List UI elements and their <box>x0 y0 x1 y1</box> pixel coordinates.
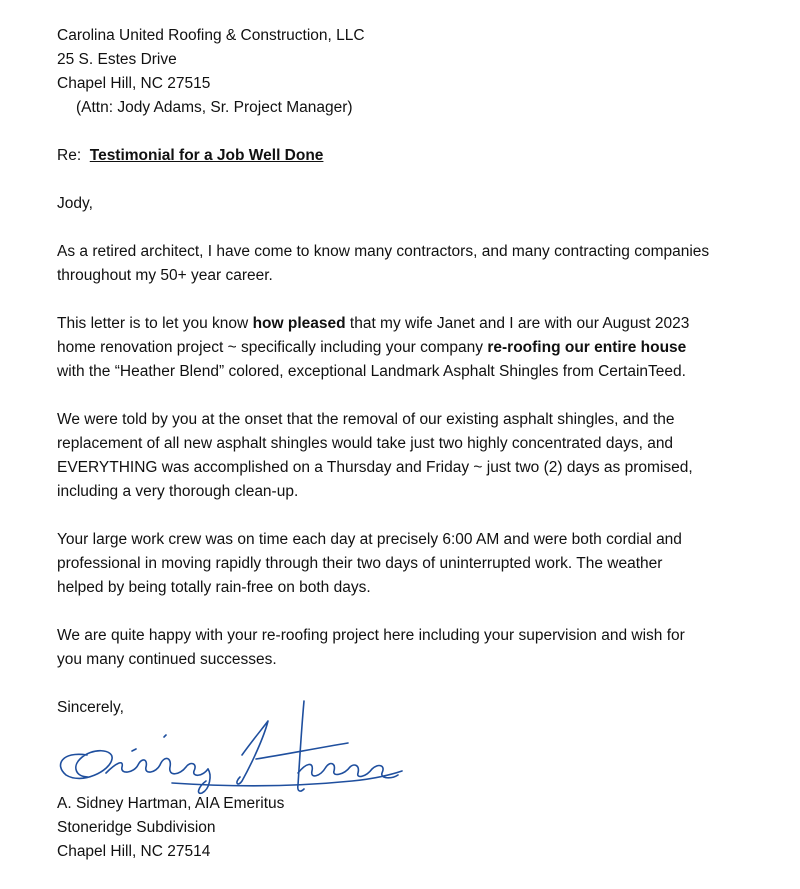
city-state-zip: Chapel Hill, NC 27515 <box>57 75 211 92</box>
paragraph-3-line-3: EVERYTHING was accomplished on a Thursday and Friday ~ just two (2) days as promised, <box>57 459 693 476</box>
letter-body <box>57 24 777 720</box>
signatory-subdivision: Stoneridge Subdivision <box>57 819 216 836</box>
paragraph-2-line-3: with the “Heather Blend” colored, exceptional Landmark Asphalt Shingles from CertainTeed. <box>57 363 686 380</box>
paragraph-5 <box>57 624 777 672</box>
paragraph-3-line-1: We were told by you at the onset that the removal of our existing asphalt shingles, and the <box>57 411 675 428</box>
paragraph-1-line-2: throughout my 50+ year career. <box>57 267 273 284</box>
emphasis-how-pleased: how pleased <box>252 315 346 332</box>
signatory-block <box>57 792 284 864</box>
signatory-city-state-zip: Chapel Hill, NC 27514 <box>57 843 211 860</box>
paragraph-3-line-4: including a very thorough clean-up. <box>57 483 299 500</box>
salutation: Jody, <box>57 195 93 212</box>
company-name: Carolina United Roofing & Construction, LLC <box>57 27 365 44</box>
recipient-address <box>57 24 777 120</box>
paragraph-4 <box>57 528 777 600</box>
subject-prefix: Re: <box>57 147 82 164</box>
attention-line: (Attn: Jody Adams, Sr. Project Manager) <box>76 99 353 116</box>
subject-title: Testimonial for a Job Well Done <box>89 147 324 164</box>
paragraph-4-line-3: helped by being totally rain-free on both days. <box>57 579 371 596</box>
paragraph-4-line-1: Your large work crew was on time each day at precisely 6:00 AM and were both cordial and <box>57 531 682 548</box>
street-address: 25 S. Estes Drive <box>57 51 177 68</box>
paragraph-2-line-1: This letter is to let you know how pleased that my wife Janet and I are with our August 2023 <box>57 315 690 332</box>
paragraph-3-line-2: replacement of all new asphalt shingles would take just two highly concentrated days, and <box>57 435 674 452</box>
subject-line <box>57 144 777 168</box>
paragraph-5-line-2: you many continued successes. <box>57 651 277 668</box>
paragraph-1-line-1: As a retired architect, I have come to know many contractors, and many contracting companies <box>57 243 710 260</box>
paragraph-2 <box>57 312 777 384</box>
paragraph-2-line-2: home renovation project ~ specifically including your company re-roofing our entire house <box>57 339 687 356</box>
emphasis-re-roofing: re-roofing our entire house <box>487 339 687 356</box>
signatory-name: A. Sidney Hartman, AIA Emeritus <box>57 795 285 812</box>
paragraph-3 <box>57 408 777 504</box>
paragraph-1 <box>57 240 777 288</box>
paragraph-4-line-2: professional in moving rapidly through their two days of uninterrupted work. The weather <box>57 555 663 572</box>
closing: Sincerely, <box>57 699 124 716</box>
handwritten-signature <box>52 693 412 803</box>
paragraph-5-line-1: We are quite happy with your re-roofing project here including your supervision and wish for <box>57 627 685 644</box>
